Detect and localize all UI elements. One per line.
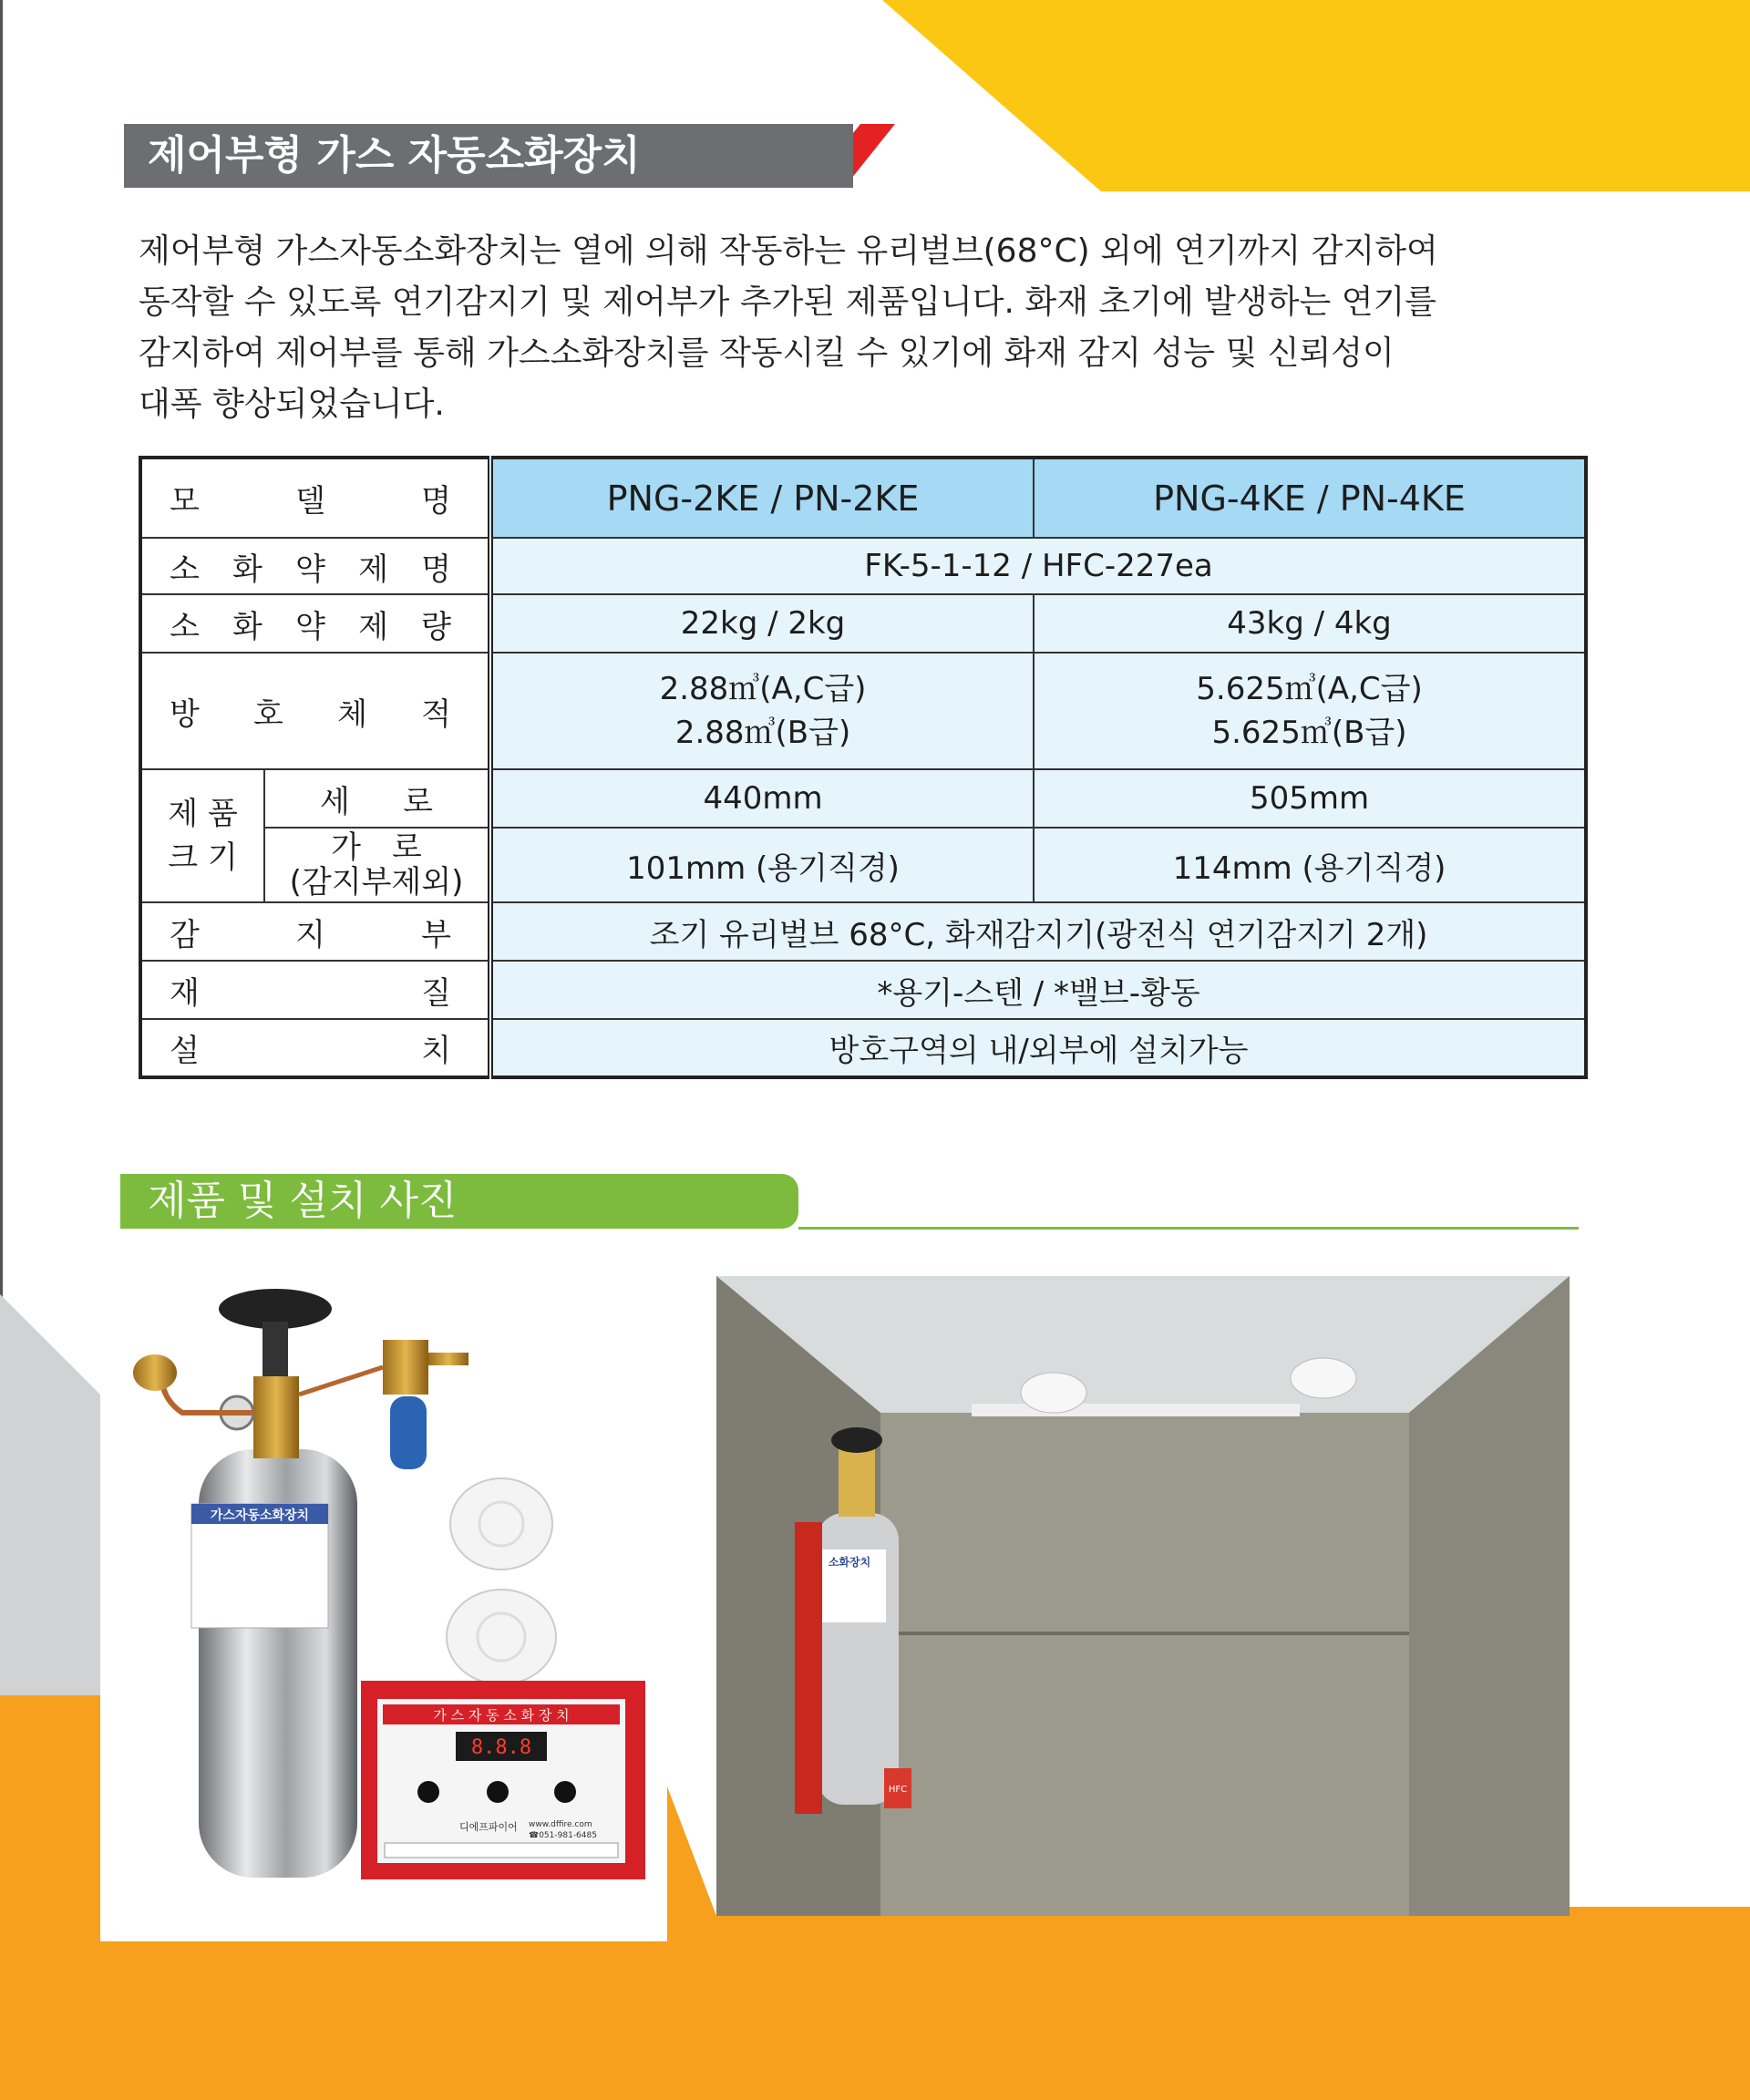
installed-handwheel xyxy=(831,1427,882,1453)
intro-line: 동작할 수 있도록 연기감지기 및 제어부가 추가된 제품입니다. 화재 초기에 발생하는 연기를 xyxy=(139,283,1437,321)
panel-url: www.dffire.com xyxy=(529,1820,592,1829)
width-b: 114mm (용기직경) xyxy=(1034,828,1586,902)
table-row xyxy=(140,902,1586,961)
section-underline xyxy=(798,1227,1579,1230)
size-label: 제 품 크 기 xyxy=(140,769,264,902)
width-label: 가 로 (감지부제외) xyxy=(264,828,490,902)
install-label: 설 치 xyxy=(140,1019,490,1077)
table-row xyxy=(140,538,1586,594)
agent-name: FK-5-1-12 / HFC-227ea xyxy=(490,538,1586,594)
left-gray-shape xyxy=(0,1294,100,1695)
panel-legend-strip xyxy=(385,1843,618,1858)
panel-button-3 xyxy=(554,1781,576,1803)
product-illustration xyxy=(100,1285,667,1941)
agent-qty-b: 43kg / 4kg xyxy=(1034,594,1586,653)
product-photo xyxy=(100,1285,667,1941)
glass-bulb-head xyxy=(133,1354,177,1391)
agent-qty-a: 22kg / 2kg xyxy=(490,594,1034,653)
height-b: 505mm xyxy=(1034,769,1586,828)
table-row xyxy=(140,961,1586,1019)
width-a: 101mm (용기직경) xyxy=(490,828,1034,902)
table-row xyxy=(140,653,1586,769)
ceiling-light xyxy=(972,1404,1300,1416)
intro-line: 감지하여 제어부를 통해 가스소화장치를 작동시킬 수 있기에 화재 감지 성능 및 신뢰성이 xyxy=(139,335,1395,372)
panel-button-1 xyxy=(417,1781,439,1803)
model-label: 모 델 명 xyxy=(140,458,490,538)
red-tag-text: HFC xyxy=(888,1785,908,1795)
height-a: 440mm xyxy=(490,769,1034,828)
table-row xyxy=(140,594,1586,653)
page-title: 제어부형 가스 자동소화장치 xyxy=(124,124,853,188)
top-yellow-shape xyxy=(882,0,1750,191)
cabinet-back-panel xyxy=(880,1413,1409,1916)
volume-label: 방 호 체 적 xyxy=(140,653,490,769)
ceiling-detector-1 xyxy=(1021,1373,1086,1413)
table-row xyxy=(140,458,1586,538)
actuator-brass xyxy=(383,1340,428,1395)
table-row xyxy=(140,1019,1586,1077)
sensor-label: 감 지 부 xyxy=(140,902,490,961)
panel-phone: ☎051-981-6485 xyxy=(529,1831,597,1840)
installed-cylinder-label-text: 소화장치 xyxy=(828,1556,871,1569)
panel-display-text: 8.8.8 xyxy=(470,1736,532,1759)
agent-qty-label: 소 화 약 제 량 xyxy=(140,594,490,653)
installation-illustration xyxy=(716,1276,1570,1916)
installed-valve xyxy=(839,1449,875,1517)
valve-stem xyxy=(262,1322,288,1376)
ceiling-detector-2 xyxy=(1291,1358,1356,1398)
actuator-nozzle xyxy=(428,1353,468,1365)
intro-paragraph xyxy=(139,226,1615,430)
model-a: PNG-2KE / PN-2KE xyxy=(490,458,1034,538)
sensor: 조기 유리벌브 68°C, 화재감지기(광전식 연기감지기 2개) xyxy=(490,902,1586,961)
valve-body xyxy=(253,1376,299,1458)
panel-title: 가 스 자 동 소 화 장 치 xyxy=(433,1707,570,1724)
material: *용기-스텐 / *밸브-황동 xyxy=(490,961,1586,1019)
intro-line: 제어부형 가스자동소화장치는 열에 의해 작동하는 유리벌브(68°C) 외에 연기까지 감지하여 xyxy=(139,232,1438,270)
cylinder-label-text: 가스자동소화장치 xyxy=(210,1508,310,1523)
smoke-detector-1 xyxy=(450,1478,552,1570)
panel-brand: 디에프파이어 xyxy=(459,1821,518,1833)
model-b: PNG-4KE / PN-4KE xyxy=(1034,458,1586,538)
red-mounting-bracket xyxy=(795,1522,822,1814)
installation-photo xyxy=(716,1276,1570,1916)
spec-table xyxy=(139,456,1588,1079)
material-label: 재 질 xyxy=(140,961,490,1019)
agent-name-label: 소 화 약 제 명 xyxy=(140,538,490,594)
section-title: 제품 및 설치 사진 xyxy=(120,1174,798,1229)
panel-button-2 xyxy=(487,1781,509,1803)
blue-actuator xyxy=(390,1396,427,1469)
smoke-detector-2 xyxy=(447,1590,556,1684)
copper-tube-2 xyxy=(299,1367,383,1395)
install: 방호구역의 내/외부에 설치가능 xyxy=(490,1019,1586,1077)
volume-b: 5.625㎥(A,C급) 5.625㎥(B급) xyxy=(1034,653,1586,769)
table-row xyxy=(140,828,1586,902)
volume-a: 2.88㎥(A,C급) 2.88㎥(B급) xyxy=(490,653,1034,769)
intro-line: 대폭 향상되었습니다. xyxy=(139,386,445,423)
table-row xyxy=(140,769,1586,828)
height-label: 세 로 xyxy=(264,769,490,828)
